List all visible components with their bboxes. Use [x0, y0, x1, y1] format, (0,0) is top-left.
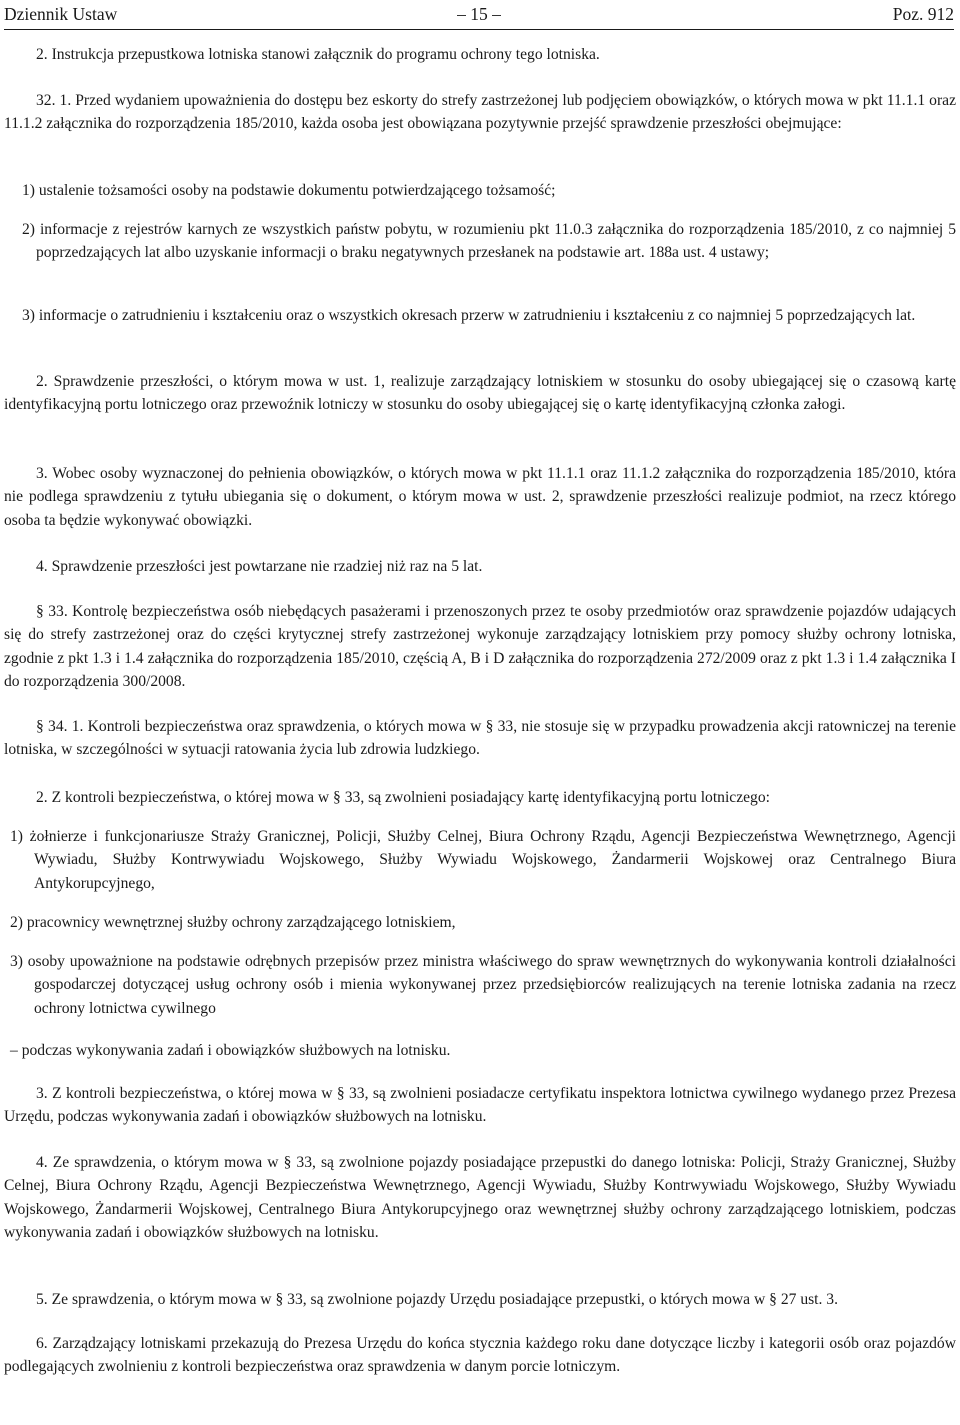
list-item: 1) żołnierze i funkcjonariusze Straży Granicznej, Policji, Służby Celnej, Biura Ochrony Rządu, Agencji Bezpieczeństwa Wewnętrznego, Agencji Wywiadu, Służby Kontrwywiadu Wojskowego, Służby Wywiadu Wojskowego, Żandarmerii Wojskowej oraz Centralnego Biura Antykorupcyjnego, [10, 828, 956, 892]
journal-title: Dziennik Ustaw [4, 4, 118, 24]
section-34: § 34. 1. Kontroli bezpieczeństwa oraz sprawdzenia, o których mowa w § 33, nie stosuje się w przypadku prowadzenia akcji ratowniczej na terenie lotniska, w szczególności w sytuacji ratowania życia lub zdrowia ludzkiego. [4, 718, 956, 759]
paragraph: 3. Wobec osoby wyznaczonej do pełnienia obowiązków, o których mowa w pkt 11.1.1 oraz 11.1.2 załącznika do rozporządzenia 185/2010, która nie podlega sprawdzeniu z tytułu ubiegania się o dokument, o którym mowa w ust. 2, sprawdzenie przeszłości realizuje podmiot, na rzecz którego osoba ta będzie wykonywać obowiązki. [4, 465, 956, 529]
list-item: 2) pracownicy wewnętrznej służby ochrony zarządzającego lotniskiem, [10, 914, 456, 931]
list-item: 1) ustalenie tożsamości osoby na podstawie dokumentu potwierdzającego tożsamość; [22, 182, 556, 199]
paragraph: 4. Sprawdzenie przeszłości jest powtarzane nie rzadziej niż raz na 5 lat. [36, 558, 483, 575]
list-item: 3) osoby upoważnione na podstawie odrębnych przepisów przez ministra właściwego do spraw wewnętrznych do wykonywania kontroli działalności gospodarczej dotyczącej usług ochrony osób i mienia wykonywanej przez przedsiębiorców realizujących na terenie lotniska zadania na rzecz ochrony lotnictwa cywilnego [10, 953, 956, 1017]
section-33: § 33. Kontrolę bezpieczeństwa osób niebędących pasażerami i przenoszonych przez te osoby przedmiotów oraz sprawdzenie pojazdów udających się do strefy zastrzeżonej oraz do części krytycznej strefy zastrzeżonej wykonuje zarządzający lotniskiem przy pomocy służby ochrony lotniska, zgodnie z pkt 1.3 i 1.4 załącznika do rozporządzenia 185/2010, częścią A, B i D załącznika do rozporządzenia 272/2009 oraz z pkt 1.3 i 1.4 załącznika I do rozporządzenia 300/2008. [4, 603, 956, 691]
list-item: 3) informacje o zatrudnieniu i kształceniu oraz o wszystkich okresach przerw w zatrudnieniu i kształceniu z co najmniej 5 poprzedzających lat. [22, 307, 916, 324]
paragraph: 6. Zarządzający lotniskami przekazują do Prezesa Urzędu do końca stycznia każdego roku dane dotyczące liczby i kategorii osób oraz pojazdów podlegających zwolnieniu z kontroli bezpieczeństwa oraz sprawdzenia w danym porcie lotniczym. [4, 1335, 956, 1376]
paragraph: 3. Z kontroli bezpieczeństwa, o której mowa w § 33, są zwolnieni posiadacze certyfikatu inspektora lotnictwa cywilnego wydanego przez Prezesa Urzędu, podczas wykonywania zadań i obowiązków służbowych na lotnisku. [4, 1085, 956, 1126]
paragraph: 2. Instrukcja przepustkowa lotniska stanowi załącznik do programu ochrony tego lotniska. [36, 46, 600, 63]
list-item: 2) informacje z rejestrów karnych ze wszystkich państw pobytu, w rozumieniu pkt 11.0.3 załącznika do rozporządzenia 185/2010, z co najmniej 5 poprzedzających lat albo uzyskanie informacji o braku negatywnych przesłanek na podstawie art. 188a ust. 4 ustawy; [22, 221, 956, 262]
page-number: – 15 – [457, 4, 501, 24]
paragraph: 2. Sprawdzenie przeszłości, o którym mowa w ust. 1, realizuje zarządzający lotniskiem w stosunku do osoby ubiegającej się o czasową kartę identyfikacyjną portu lotniczego oraz przewoźnik lotniczy w stosunku do osoby ubiegającej się o kartę identyfikacyjną członka załogi. [4, 373, 956, 414]
position-number: Poz. 912 [892, 4, 954, 24]
paragraph: 5. Ze sprawdzenia, o którym mowa w § 33, są zwolnione pojazdy Urzędu posiadające przepustki, o których mowa w § 27 ust. 3. [36, 1291, 839, 1308]
paragraph: 32. 1. Przed wydaniem upoważnienia do dostępu bez eskorty do strefy zastrzeżonej lub podjęciem obowiązków, o których mowa w pkt 11.1.1 oraz 11.1.2 załącznika do rozporządzenia 185/2010, każda osoba jest obowiązana pozytywnie przejść sprawdzenie przeszłości obejmujące: [4, 92, 956, 133]
list-summary: – podczas wykonywania zadań i obowiązków służbowych na lotnisku. [10, 1042, 451, 1059]
paragraph: 4. Ze sprawdzenia, o którym mowa w § 33, są zwolnione pojazdy posiadające przepustki do danego lotniska: Policji, Straży Granicznej, Służby Celnej, Biura Ochrony Rządu, Agencji Bezpieczeństwa Wewnętrznego, Agencji Wywiadu, Służby Kontrwywiadu Wojskowego, Służby Wywiadu Wojskowego, Żandarmerii Wojskowej, Centralnego Biura Antykorupcyjnego oraz wewnętrznej służby ochrony zarządzającego lotniskiem, podczas wykonywania zadań i obowiązków służbowych na lotnisku. [4, 1154, 956, 1242]
header-divider [4, 29, 954, 30]
page-header [4, 1, 954, 27]
paragraph: 2. Z kontroli bezpieczeństwa, o której mowa w § 33, są zwolnieni posiadający kartę identyfikacyjną portu lotniczego: [36, 789, 770, 806]
